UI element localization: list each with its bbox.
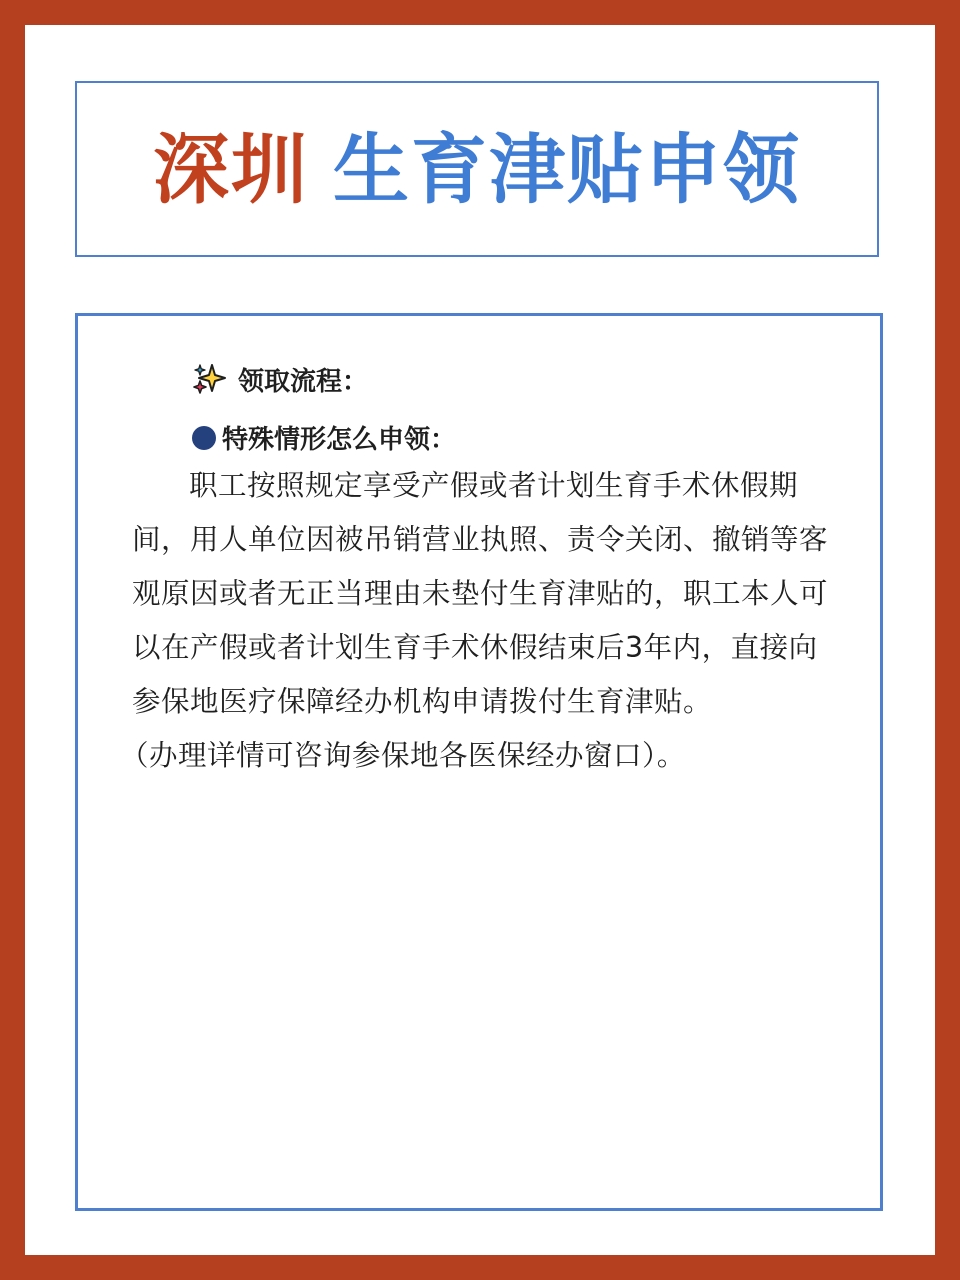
subheading-label: 特殊情形怎么申领： bbox=[222, 425, 457, 455]
bullet-icon bbox=[192, 426, 216, 450]
section-heading bbox=[192, 361, 368, 398]
sparkles-icon bbox=[192, 362, 228, 398]
note-text: （办理详情可咨询参保地各医保经办窗口）。 bbox=[120, 739, 686, 772]
subheading bbox=[192, 419, 456, 456]
page-title bbox=[153, 125, 801, 214]
page-frame bbox=[25, 25, 935, 1255]
title-topic: 生育津贴申领 bbox=[333, 125, 801, 214]
section-heading-label: 领取流程： bbox=[238, 367, 369, 397]
content-box bbox=[75, 313, 883, 1211]
title-box bbox=[75, 81, 879, 257]
title-city: 深圳 bbox=[153, 125, 309, 214]
body-paragraph: 职工按照规定享受产假或者计划生育手术休假期间，用人单位因被吊销营业执照、责令关闭、撤销等客观原因或者无正当理由未垫付生育津贴的，职工本人可以在产假或者计划生育手术休假结束后3年内，直接向参保地医疗保障经办机构申请拨付生育津贴。 bbox=[132, 469, 829, 718]
